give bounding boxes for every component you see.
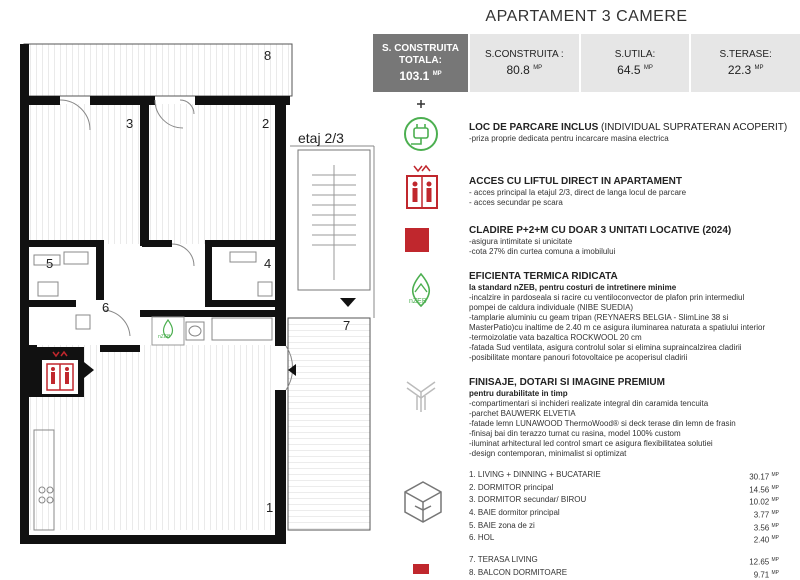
terrace-icon (407, 560, 437, 574)
floor-label: etaj 2/3 (298, 130, 344, 146)
area-built (470, 34, 579, 92)
area-total-label: S. CONSTRUITA TOTALA: (381, 43, 460, 66)
room-row: 4. BAIE dormitor principal 3.77 $^{MP}$ (469, 507, 779, 520)
plan-label-5: 5 (46, 256, 54, 271)
plan-nzeb-label: nZEB (158, 334, 171, 340)
terrace-row: 8. BALCON DORMITOARE 9.71 $^{MP}$ (469, 567, 779, 580)
area-built-label: S.CONSTRUITA : (484, 49, 564, 60)
feature-premium-line-5: -iluminat arhitectural led control smart ce asigura flexibilitatea solutiei (469, 439, 713, 448)
feature-thermal-line-6: -fatada Sud ventilata, asigura controlul solar si elimina supraincalzirea cladirii (469, 343, 742, 352)
area-terraces-value: 22.3 $^{MP}$ (727, 63, 764, 77)
feature-thermal-line-1: -incalzire in pardoseala si racire cu ventiloconvector de plafon prin intermediul (469, 293, 745, 302)
feature-premium-line-3: -fatade lemn LUNAWOOD ThermoWood® si deck terase din lemn de frasin (469, 419, 736, 428)
feature-premium-line-1: -compartimentari si inchideri realizate integral din caramida tencuita (469, 399, 709, 408)
feature-parking-line: -priza proprie dedicata pentru incarcare masina electrica (469, 134, 669, 143)
room-cube-icon (401, 478, 445, 526)
room-row: 1. LIVING + DINNING + BUCATARIE 30.17 $^{MP}$ (469, 470, 779, 482)
area-total-value: 103.1 $^{MP}$ (399, 69, 442, 83)
floor-plan-drawing (0, 0, 380, 574)
area-useful-value: 64.5 $^{MP}$ (617, 63, 653, 77)
feature-elevator-line-1: - acces principal la etajul 2/3, direct de langa locul de parcare (469, 188, 687, 197)
area-terraces-label: S.TERASE: (719, 49, 772, 60)
area-terraces (691, 34, 800, 92)
feature-elevator (373, 160, 800, 218)
feature-parking (373, 98, 800, 158)
terrace-row: 7. TERASA LIVING 12.65 $^{MP}$ (469, 554, 779, 567)
feature-building-title: CLADIRE P+2+M CU DOAR 3 UNITATI LOCATIVE (2024) (469, 225, 732, 236)
feature-thermal (373, 268, 800, 368)
feature-thermal-line-5: -termoizolatie vata bazaltica ROCKWOOL 20 cm (469, 333, 642, 342)
plan-label-4: 4 (264, 256, 272, 271)
feature-thermal-title: EFICIENTA TERMICA RIDICATA (469, 271, 618, 282)
feature-premium-title: FINISAJE, DOTARI SI IMAGINE PREMIUM (469, 377, 665, 388)
room-list (469, 470, 779, 580)
room-row: 3. DORMITOR secundar/ BIROU 10.02 $^{MP}$ (469, 495, 779, 507)
feature-premium-line-4: -finisaj bai din terazzo turnat cu rasina, model 100% custom (469, 429, 681, 438)
plan-label-1: 1 (266, 500, 274, 515)
feature-elevator-title: ACCES CU LIFTUL DIRECT IN APARTAMENT (469, 176, 682, 187)
area-useful-label: S.UTILA: (614, 49, 656, 60)
plan-label-8: 8 (264, 48, 272, 63)
feature-building-line-2: -cota 27% din curtea comuna a imobilului (469, 247, 616, 256)
svg-text:nZEB: nZEB (409, 298, 427, 305)
feature-thermal-line-7: -posibilitate montare panouri fotovoltaice pe acoperisul cladirii (469, 353, 688, 362)
plan-label-3: 3 (126, 116, 134, 131)
feature-elevator-line-2: - acces secundar pe scara (469, 198, 563, 207)
area-useful (581, 34, 690, 92)
feature-building (373, 222, 800, 262)
floor-plan (0, 0, 380, 574)
room-row: 2. DORMITOR principal 14.56 $^{MP}$ (469, 482, 779, 495)
room-row: 6. HOL 2.40 $^{MP}$ (469, 533, 779, 545)
feature-premium-line-6: -design contemporan, minimalist si optimizat (469, 449, 627, 458)
feature-premium-line-2: -parchet BAUWERK ELVETIA (469, 409, 576, 418)
feature-thermal-line-3: -tamplarie aluminiu cu geam tripan (REYNAERS BELGIA - SlimLine 38 si (469, 313, 729, 322)
area-built-value: 80.8 $^{MP}$ (506, 63, 543, 77)
page-title: APARTAMENT 3 CAMERE (485, 8, 688, 25)
info-panel (373, 0, 800, 580)
area-summary (373, 34, 800, 92)
premium-finish-icon (401, 376, 441, 416)
plan-label-6: 6 (102, 300, 110, 315)
area-total (373, 34, 468, 92)
room-row: 5. BAIE zona de zi 3.56 $^{MP}$ (469, 520, 779, 533)
feature-premium (373, 374, 800, 464)
feature-thermal-line-2: pompei de caldura individuale (NIBE SUEDIA) (469, 303, 634, 312)
feature-parking-title: LOC DE PARCARE INCLUS (INDIVIDUAL SUPRATERAN ACOPERIT) (469, 122, 788, 133)
feature-premium-subtitle: pentru durabilitate in timp (469, 389, 568, 398)
feature-thermal-line-4: MasterPatio)cu inaltime de 2.40 m ce asigura iluminarea naturata a spatiului interior (469, 323, 766, 332)
plan-label-2: 2 (262, 116, 270, 131)
ev-charging-icon (401, 98, 441, 156)
elevator-icon (401, 160, 441, 212)
feature-thermal-subtitle: la standard nZEB, pentru costuri de intretinere minime (469, 283, 677, 292)
plan-label-7: 7 (343, 318, 351, 333)
nzeb-icon (401, 270, 441, 310)
feature-building-line-1: -asigura intimitate si unicitate (469, 237, 573, 246)
red-square-icon (401, 224, 441, 256)
